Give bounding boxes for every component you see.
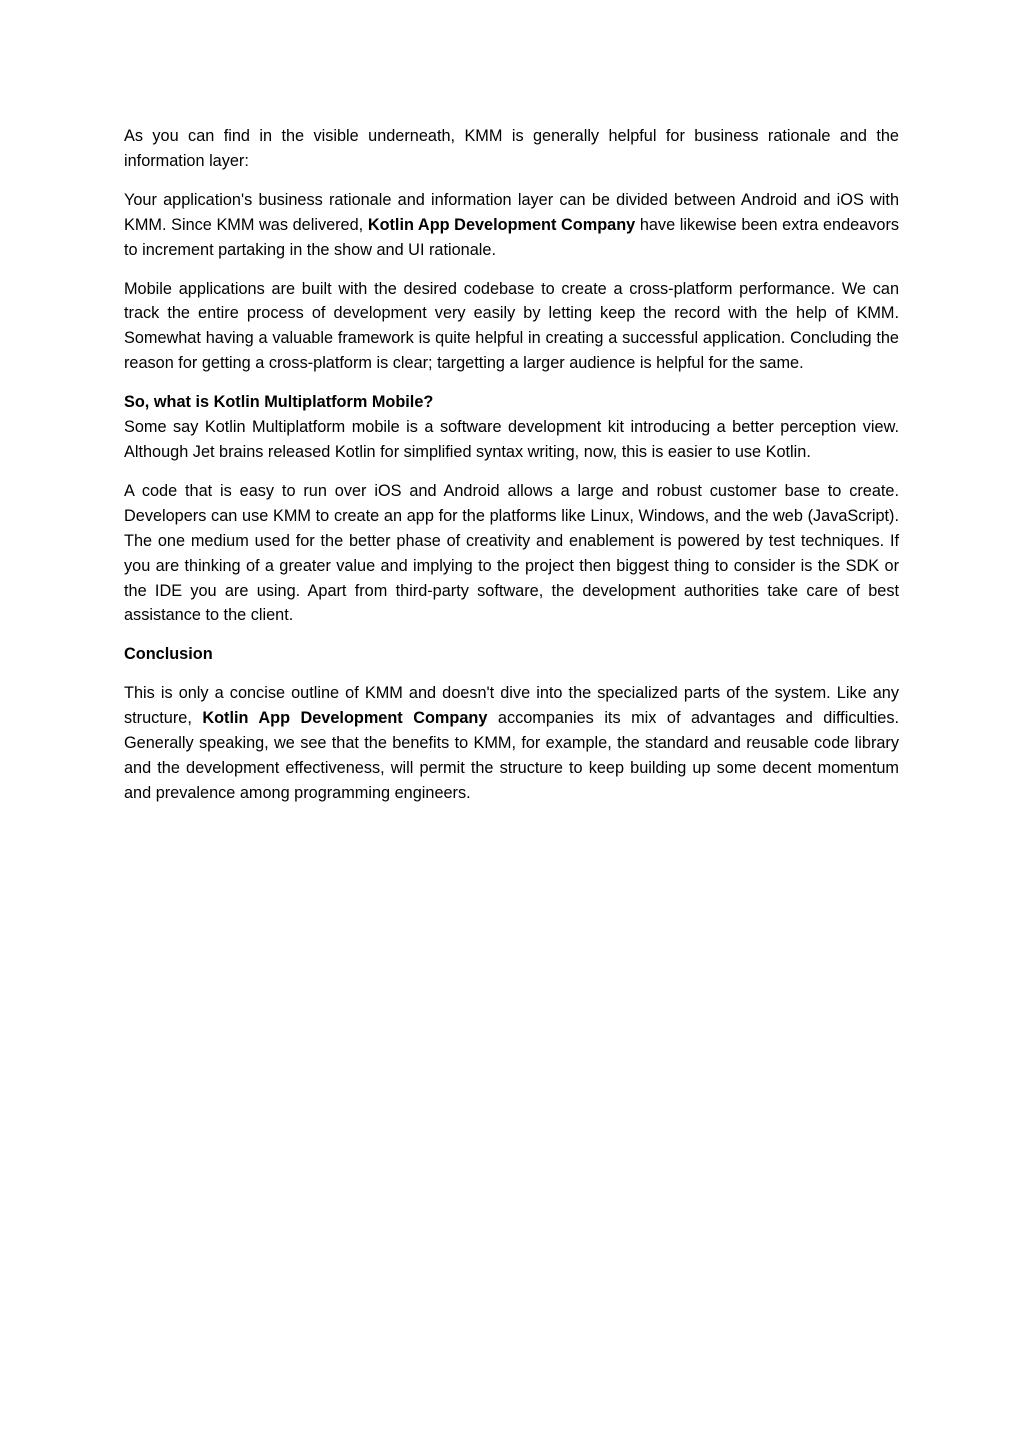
- paragraph-kmm-definition: Some say Kotlin Multiplatform mobile is a software development kit introducing a better perception view. Although Jet brains released Kotlin for simplified syntax writing, now, this is easier to use Kotlin.: [124, 418, 899, 461]
- paragraph-text: accompanies its mix of advantages and difficulties. Generally speaking, we see that the benefits to KMM, for example, the standard and reusable code library and the development effectiveness, will permit the structure to keep building up some decent momentum and prevalence among programming engineers.: [124, 709, 899, 802]
- section-heading-conclusion: Conclusion: [124, 645, 213, 664]
- paragraph-text: Your application's business rationale and information layer can be divided between Android and iOS with KMM. Since KMM was delivered,: [124, 190, 899, 234]
- paragraph-text: This is only a concise outline of KMM and doesn't dive into the specialized parts of the system. Like any structure,: [124, 684, 899, 728]
- document-page: [124, 124, 899, 820]
- paragraph-conclusion: [124, 681, 899, 806]
- paragraph-mobile-applications: Mobile applications are built with the desired codebase to create a cross-platform performance. We can track the entire process of development very easily by letting keep the record with the help of KMM. Somewhat having a valuable framework is quite helpful in creating a successful application. Concluding the reason for getting a cross-platform is clear; targetting a larger audience is helpful for the same.: [124, 279, 899, 373]
- bold-company-name: Kotlin App Development Company: [367, 215, 636, 234]
- paragraph-business-rationale: [124, 188, 899, 263]
- paragraph-kmm-intro: As you can find in the visible underneath, KMM is generally helpful for business rationale and the information layer:: [124, 127, 899, 170]
- section-heading-what-is-kmm: So, what is Kotlin Multiplatform Mobile?: [124, 393, 434, 412]
- paragraph-code-platforms: A code that is easy to run over iOS and Android allows a large and robust customer base to create. Developers can use KMM to create an app for the platforms like Linux, Windows, and the web (JavaScript). The one medium used for the better phase of creativity and enablement is powered by test techniques. If you are thinking of a greater value and implying to the project then biggest thing to consider is the SDK or the IDE you are using. Apart from third-party software, the development authorities take care of best assistance to the client.: [124, 481, 899, 625]
- bold-company-name: Kotlin App Development Company: [202, 709, 488, 728]
- paragraph-text: have likewise been extra endeavors to increment partaking in the show and UI rationale.: [124, 215, 900, 259]
